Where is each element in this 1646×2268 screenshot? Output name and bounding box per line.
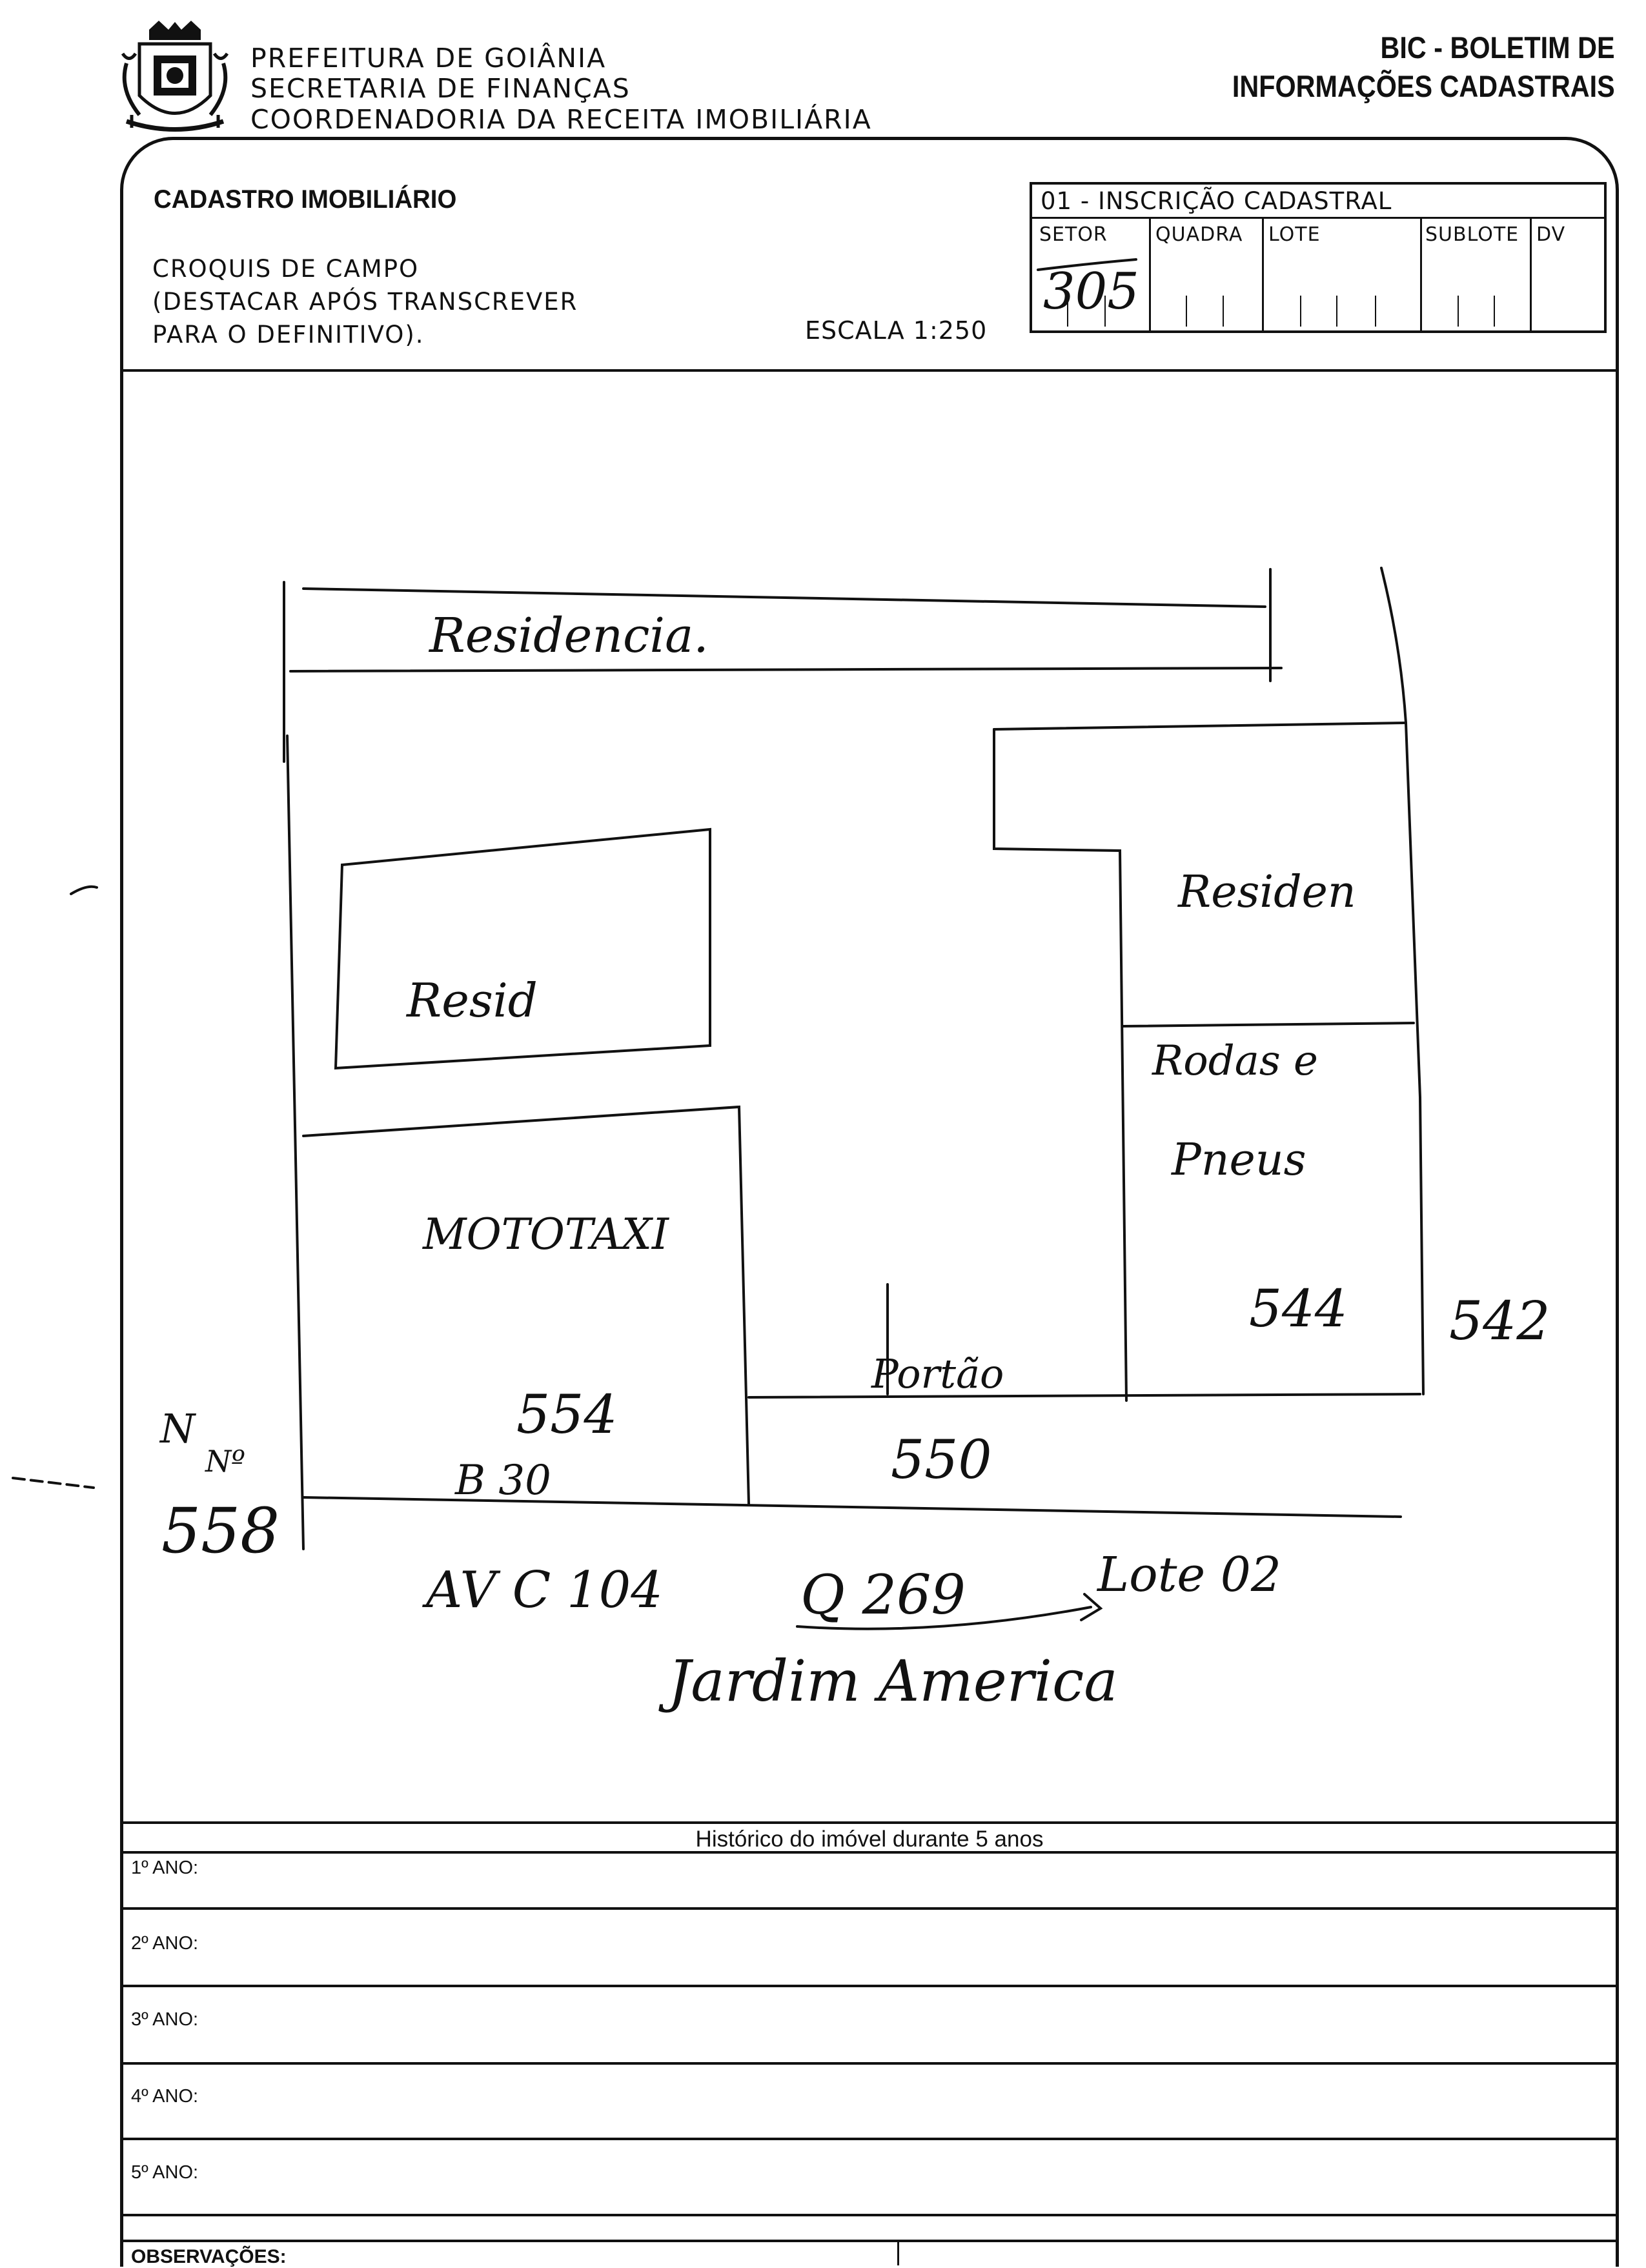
setor-value: 305 <box>1043 263 1139 321</box>
croqui-instruction-line: PARA O DEFINITIVO). <box>152 321 425 349</box>
number-544: 544 <box>1249 1279 1348 1339</box>
digit-tick <box>1458 296 1459 327</box>
digit-tick <box>1336 296 1337 327</box>
field-label-setor: SETOR <box>1039 223 1108 246</box>
history-row-divider <box>120 1851 1619 1854</box>
label-mototaxi: MOTOTAXI <box>423 1210 669 1259</box>
history-year-1-label: 1º ANO: <box>131 1858 199 1878</box>
history-row-divider <box>120 2062 1619 2065</box>
number-550: 550 <box>891 1430 992 1491</box>
number-no-label: Nº <box>205 1444 245 1479</box>
field-divider <box>1149 217 1151 333</box>
field-label-sublote: SUBLOTE <box>1425 223 1519 246</box>
croqui-instruction-line: (DESTACAR APÓS TRANSCREVER <box>152 288 578 316</box>
history-table <box>120 1821 1619 2265</box>
label-top-residencia: Residencia. <box>429 608 709 663</box>
history-row-divider <box>120 1907 1619 1910</box>
history-year-2-label: 2º ANO: <box>131 1933 199 1954</box>
org-name-prefeitura: PREFEITURA DE GOIÂNIA <box>250 43 607 74</box>
observations-label: OBSERVAÇÕES: <box>131 2246 287 2267</box>
margin-mark <box>13 1478 94 1488</box>
form-name-title: INFORMAÇÕES CADASTRAIS <box>1232 69 1615 103</box>
form-code-title: BIC - BOLETIM DE <box>1380 30 1615 65</box>
org-name-secretaria: SECRETARIA DE FINANÇAS <box>250 73 631 104</box>
field-divider <box>1262 217 1264 333</box>
scale-label: ESCALA 1:250 <box>805 316 988 345</box>
address-lote: Lote 02 <box>1097 1547 1281 1603</box>
coat-of-arms-logo <box>114 18 236 137</box>
field-divider <box>1420 217 1422 333</box>
digit-tick <box>1186 296 1187 327</box>
section-title: CADASTRO IMOBILIÁRIO <box>154 185 457 214</box>
history-year-5-label: 5º ANO: <box>131 2162 199 2183</box>
croqui-instruction-line: CROQUIS DE CAMPO <box>152 255 420 283</box>
label-rodas: Rodas e <box>1152 1037 1318 1085</box>
section-divider <box>120 369 1619 372</box>
history-row-divider <box>120 2214 1619 2216</box>
history-row-divider <box>120 2138 1619 2140</box>
observations-divider <box>120 2240 1619 2242</box>
label-pneus: Pneus <box>1172 1135 1306 1186</box>
digit-tick <box>1067 296 1068 327</box>
history-title: Histórico do imóvel durante 5 anos <box>695 1827 1044 1852</box>
observations-column-divider <box>897 2240 899 2265</box>
digit-tick <box>1375 296 1376 327</box>
history-year-4-label: 4º ANO: <box>131 2086 199 2107</box>
field-label-lote: LOTE <box>1268 223 1321 246</box>
org-name-coordenadoria: COORDENADORIA DA RECEITA IMOBILIÁRIA <box>250 104 872 135</box>
address-quadra: Q 269 <box>800 1563 966 1626</box>
history-year-3-label: 3º ANO: <box>131 2009 199 2030</box>
number-prefix: N <box>160 1405 196 1452</box>
address-avenue: AV C 104 <box>426 1561 663 1619</box>
number-542: 542 <box>1449 1291 1550 1352</box>
number-554: 554 <box>516 1384 618 1446</box>
field-label-dv: DV <box>1536 223 1566 246</box>
digit-tick <box>1300 296 1301 327</box>
number-b30: B 30 <box>455 1457 551 1504</box>
inscricao-title: 01 - INSCRIÇÃO CADASTRAL <box>1041 187 1392 215</box>
digit-tick <box>1223 296 1224 327</box>
label-left-residencia: Resid <box>407 973 538 1028</box>
history-row-divider <box>120 1985 1619 1987</box>
label-portao: Portão <box>871 1350 1004 1397</box>
field-label-quadra: QUADRA <box>1155 223 1243 246</box>
field-divider <box>1530 217 1532 333</box>
margin-mark <box>71 887 97 894</box>
digit-tick <box>1104 296 1106 327</box>
inscricao-divider <box>1030 217 1607 219</box>
address-bairro: Jardim America <box>668 1648 1118 1714</box>
label-right-residencia: Residen <box>1178 867 1356 918</box>
digit-tick <box>1494 296 1495 327</box>
number-558: 558 <box>161 1495 280 1567</box>
